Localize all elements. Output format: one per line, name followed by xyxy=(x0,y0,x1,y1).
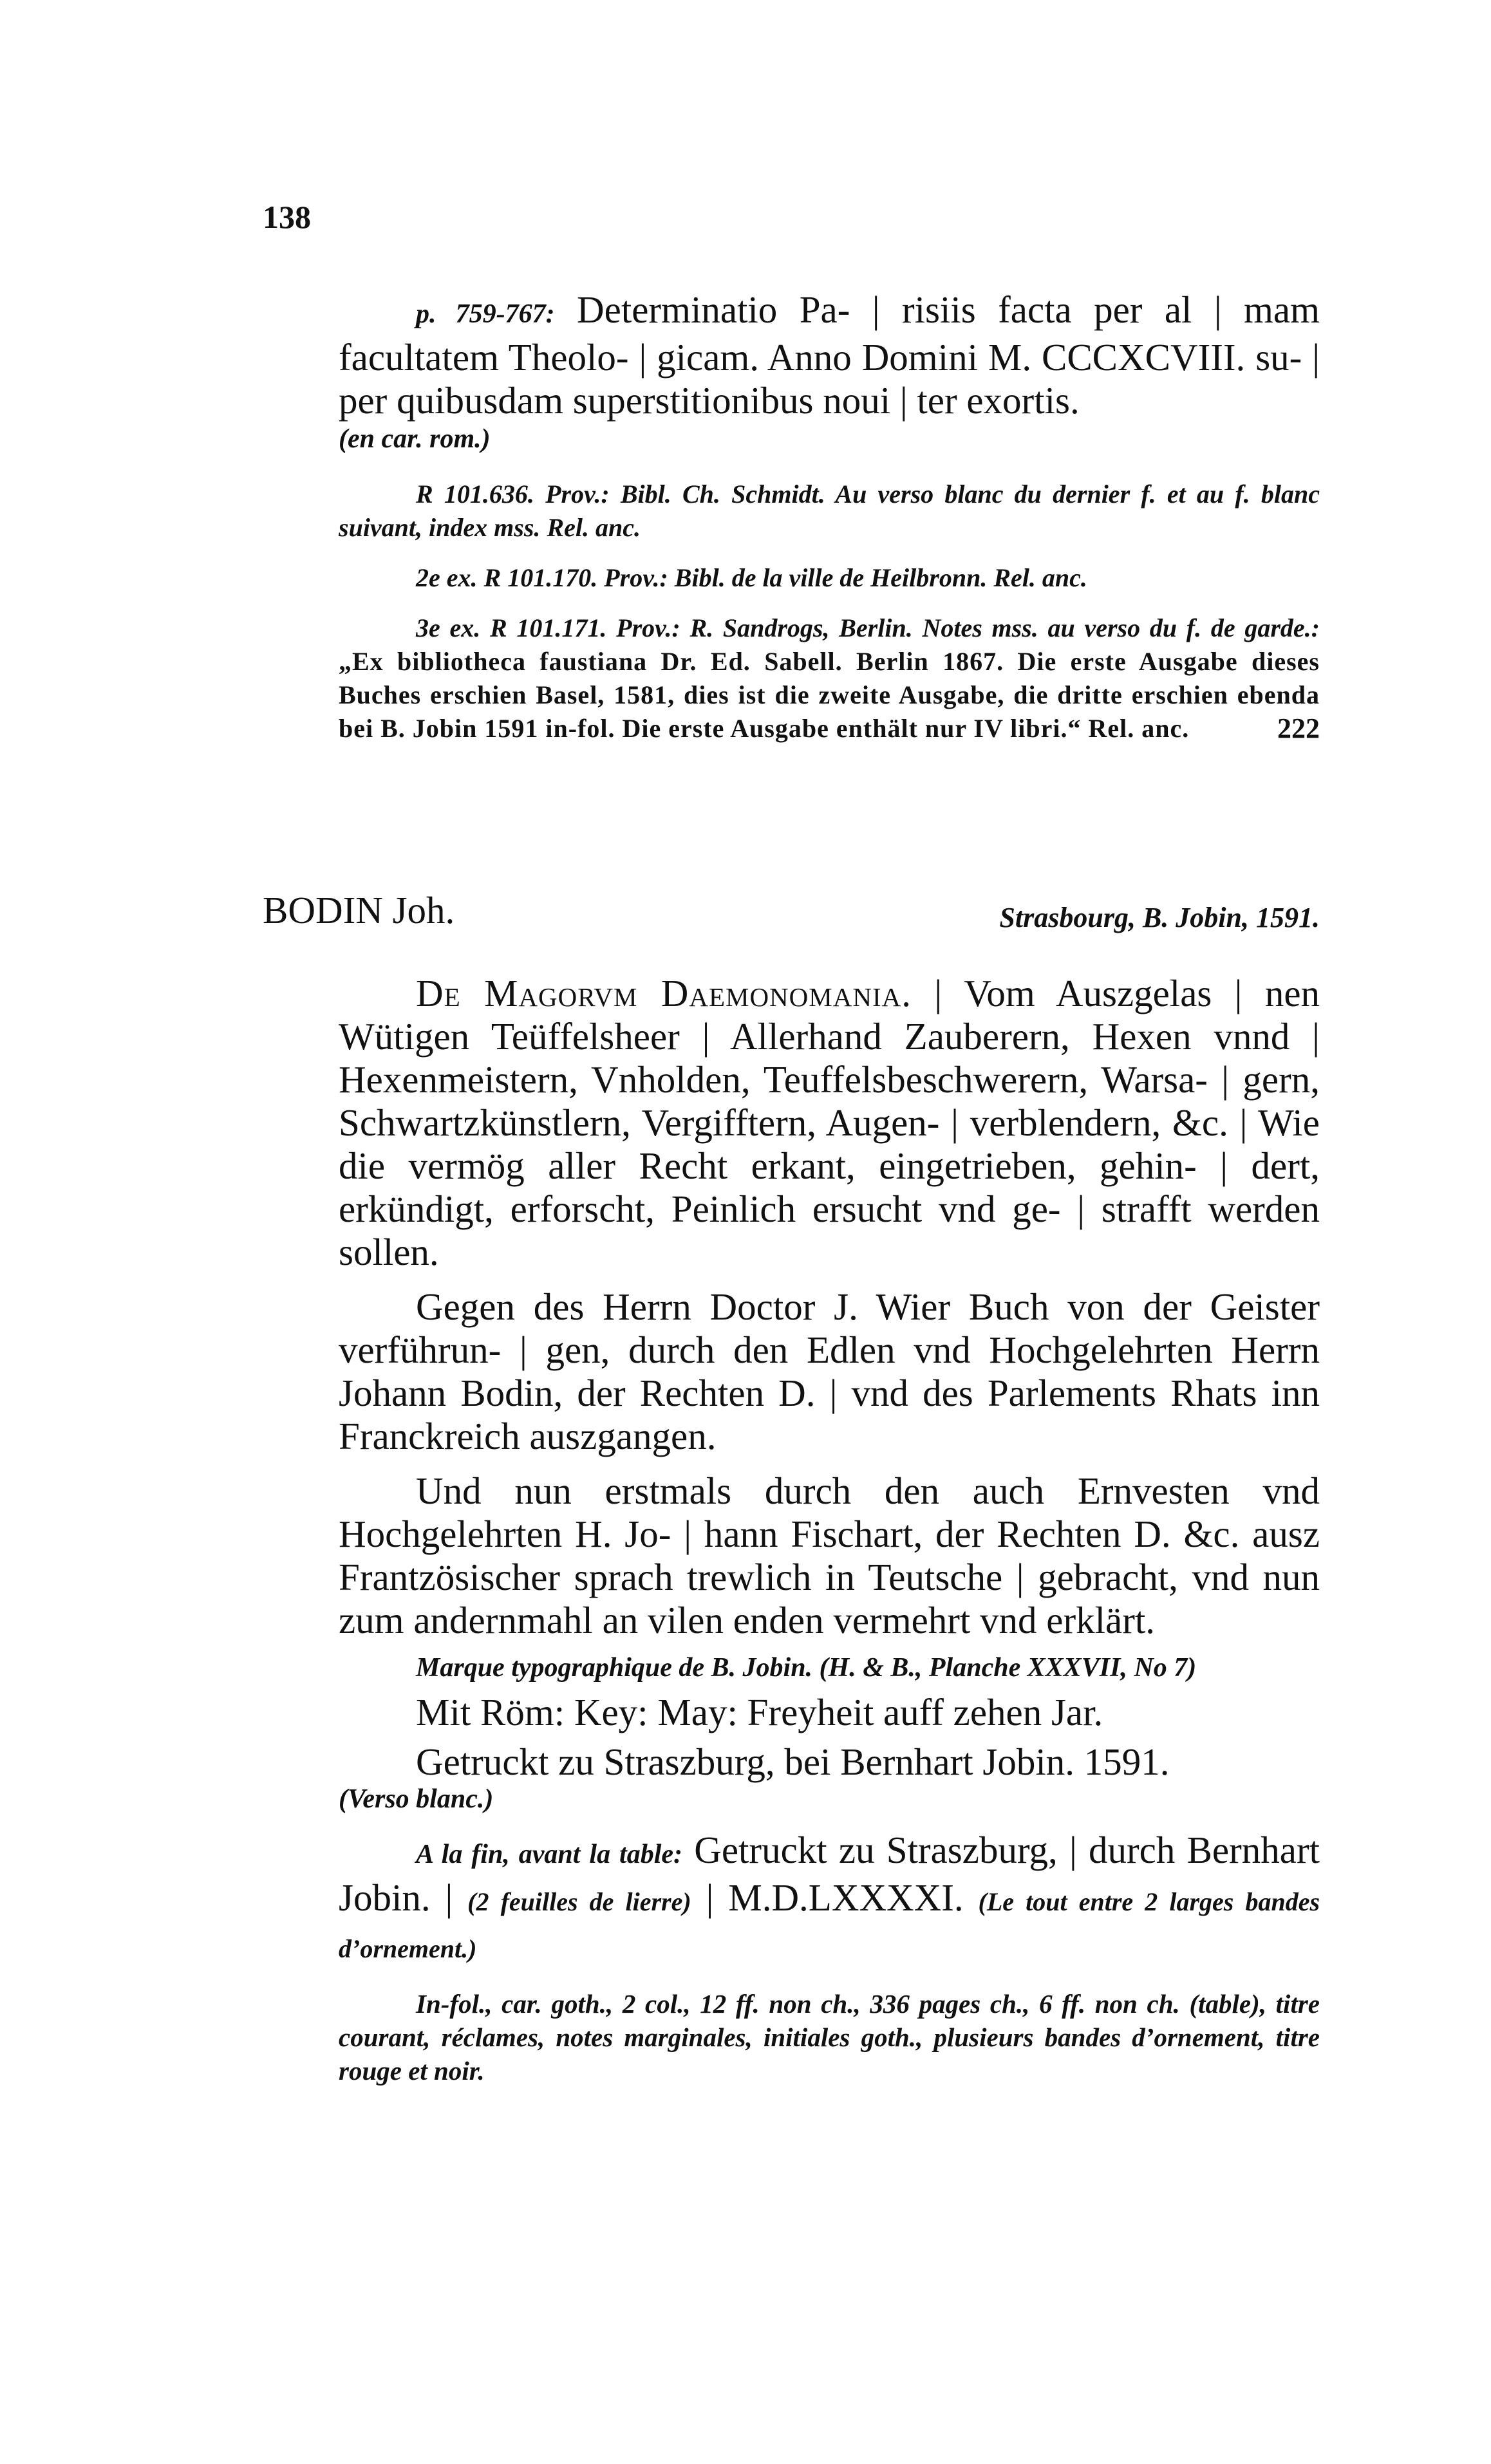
colophon-text: Getruckt zu Straszburg, | durch Bernhart Jobin. | xyxy=(339,1829,1320,1919)
previous-entry xyxy=(339,288,1320,745)
printed-line: Getruckt zu Straszburg, bei Bernhart Jobin. 1591. xyxy=(416,1741,1170,1783)
author-name: BODIN Joh. xyxy=(263,889,455,931)
copy-three-label: 3e ex. xyxy=(416,613,481,642)
copy-two-label: 2e ex. xyxy=(416,563,478,592)
ivy-leaves-note: (2 feuilles de lierre) xyxy=(467,1887,691,1916)
typeface-note: (en car. rom.) xyxy=(339,424,491,454)
printer-mark-note: Marque typographique de B. Jobin. (H. & B., Planche XXXVII, No 7) xyxy=(416,1653,1197,1683)
copy-three-text: R 101.171. Prov.: R. Sandrogs, Berlin. Notes mss. au verso du f. de garde.: xyxy=(489,613,1320,642)
copy-three-note xyxy=(339,611,1320,745)
verso-note: (Verso blanc.) xyxy=(339,1784,494,1814)
colophon-paragraph xyxy=(339,1829,1320,1970)
collation-note: In-fol., car. goth., 2 col., 12 ff. non ch., 336 pages ch., 6 ff. non ch. (table), titre courant, réclames, notes marginales, initiales goth., plusieurs bandes d’ornement, titre rouge et noir. xyxy=(339,1989,1320,2086)
copy-one-note: R 101.636. Prov.: Bibl. Ch. Schmidt. Au verso blanc du dernier f. et au f. blanc suivant, index mss. Rel. anc. xyxy=(339,480,1320,542)
page-range-label: p. 759-767: xyxy=(416,299,555,329)
title-small-caps: De Magorvm Daemonomania. xyxy=(416,972,912,1014)
colophon-date: | M.D.LXXXXI. xyxy=(706,1876,964,1919)
copy-two-text: R 101.170. Prov.: Bibl. de la ville de Heilbronn. Rel. anc. xyxy=(483,563,1087,592)
second-paragraph: Gegen des Herrn Doctor J. Wier Buch von der Geister verführun- | gen, durch den Edlen vnd Hochgelehrten Herrn Johann Bodin, der Rechten D. | vnd des Parlements Rhats inn Franckreich auszgangen. xyxy=(339,1285,1320,1457)
bodin-entry xyxy=(339,972,1320,2087)
imprint: Strasbourg, B. Jobin, 1591. xyxy=(999,902,1320,933)
privilege-line: Mit Röm: Key: May: Freyheit auff zehen Jar. xyxy=(416,1691,1103,1733)
copy-three-quote: „Ex bibliotheca faustiana Dr. Ed. Sabell. Berlin 1867. Die erste Ausgabe dieses Buches erschien Basel, 1581, dies ist die zweite Ausgabe, die dritte erschien ebenda bei B. Jobin 1591 in-fol. Die erste Ausgabe enthält nur IV libri.“ Rel. anc. xyxy=(339,647,1320,743)
colophon-label: A la fin, avant la table: xyxy=(416,1840,683,1869)
determinatio-text: Determinatio Pa- | risiis facta per al | mam facultatem Theolo- | gicam. Anno Domini M. CCCXCVIII. su- | per quibusdam superstitionibus noui | ter exortis. xyxy=(339,288,1320,422)
third-paragraph: Und nun erstmals durch den auch Ernvesten vnd Hochgelehrten H. Jo- | hann Fischart, der Rechten D. &c. ausz Frantzösischer sprach trewlich in Teutsche | gebracht, vnd nun zum andernmahl an vilen enden vermehrt vnd erklärt. xyxy=(339,1470,1320,1641)
determinatio-paragraph xyxy=(339,288,1320,422)
title-text: | Vom Auszgelas | nen Wütigen Teüffelsheer | Allerhand Zauberern, Hexen vnnd | Hexenmeistern, Vnholden, Teuffelsbeschwerern, Warsa- | gern, Schwartzkünstlern, Vergifftern, Augen- | verblendern, &c. | Wie die vermög aller Recht erkant, eingetrieben, gehin- | dert, erkündigt, erforscht, Peinlich ersucht vnd ge- | strafft werden sollen. xyxy=(339,972,1320,1273)
entry-number: 222 xyxy=(1277,713,1320,744)
title-paragraph xyxy=(339,972,1320,1274)
copy-two-note xyxy=(339,561,1320,595)
ornament-note: (Le tout entre 2 larges bandes d’ornement.) xyxy=(339,1887,1320,1963)
entry-heading xyxy=(263,888,1320,934)
page-number: 138 xyxy=(263,199,311,235)
